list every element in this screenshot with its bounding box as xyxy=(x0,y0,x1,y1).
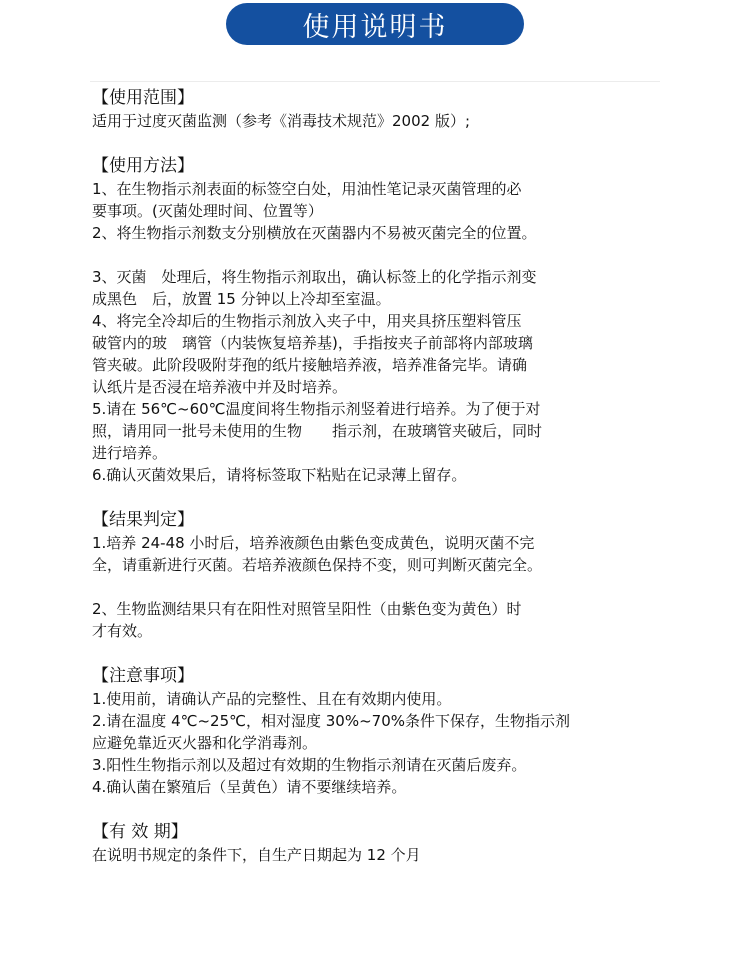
header-divider xyxy=(90,81,660,82)
text-line: 管夹破。此阶段吸附芽孢的纸片接触培养液，培养准备完毕。请确 xyxy=(92,356,528,374)
text-line: 4、将完全冷却后的生物指示剂放入夹子中，用夹具挤压塑料管压 xyxy=(92,312,522,330)
text-line: 2、将生物指示剂数支分别横放在灭菌器内不易被灭菌完全的位置。 xyxy=(92,224,537,242)
text-line: 在说明书规定的条件下，自生产日期起为 12 个月 xyxy=(92,846,421,864)
section-method xyxy=(92,154,672,486)
section-notes xyxy=(92,664,672,798)
section-heading: 【有 效 期】 xyxy=(92,822,188,842)
section-heading: 【注意事项】 xyxy=(92,666,194,686)
text-line: 3.阳性生物指示剂以及超过有效期的生物指示剂请在灭菌后废弃。 xyxy=(92,756,527,774)
text-line: 5.请在 56℃~60℃温度间将生物指示剂竖着进行培养。为了便于对 xyxy=(92,400,541,418)
text-line: 认纸片是否浸在培养液中并及时培养。 xyxy=(92,378,348,396)
section-validity xyxy=(92,820,672,866)
text-line: 才有效。 xyxy=(92,622,153,640)
section-scope xyxy=(92,86,672,132)
text-line: 照，请用同一批号未使用的生物 指示剂，在玻璃管夹破后，同时 xyxy=(92,422,543,440)
text-line: 1.培养 24-48 小时后，培养液颜色由紫色变成黄色，说明灭菌不完 xyxy=(92,534,535,552)
text-line: 2、生物监测结果只有在阳性对照管呈阳性（由紫色变为黄色）时 xyxy=(92,600,522,618)
section-heading: 【使用范围】 xyxy=(92,88,194,108)
text-line: 破管内的玻 璃管（内装恢复培养基)，手指按夹子前部将内部玻璃 xyxy=(92,334,533,352)
page-title: 使用说明书 xyxy=(302,11,448,43)
text-line: 1.使用前，请确认产品的完整性、且在有效期内使用。 xyxy=(92,690,452,708)
text-line: 6.确认灭菌效果后，请将标签取下粘贴在记录薄上留存。 xyxy=(92,466,467,484)
section-heading: 【结果判定】 xyxy=(92,510,194,530)
text-line: 成黑色 后，放置 15 分钟以上冷却至室温。 xyxy=(92,290,391,308)
text-line: 3、灭菌 处理后，将生物指示剂取出，确认标签上的化学指示剂变 xyxy=(92,268,537,286)
text-line: 2.请在温度 4℃~25℃，相对湿度 30%~70%条件下保存，生物指示剂 xyxy=(92,712,570,730)
section-heading: 【使用方法】 xyxy=(92,156,194,176)
text-line: 进行培养。 xyxy=(92,444,168,462)
section-result xyxy=(92,508,672,642)
title-banner xyxy=(226,3,524,45)
instructions-document xyxy=(92,86,672,866)
text-line: 全，请重新进行灭菌。若培养液颜色保持不变，则可判断灭菌完全。 xyxy=(92,556,543,574)
text-line: 应避免靠近灭火器和化学消毒剂。 xyxy=(92,734,318,752)
text-line: 4.确认菌在繁殖后（呈黄色）请不要继续培养。 xyxy=(92,778,407,796)
text-line: 要事项。(灭菌处理时间、位置等） xyxy=(92,202,323,220)
text-line: 1、在生物指示剂表面的标签空白处，用油性笔记录灭菌管理的必 xyxy=(92,180,522,198)
text-line: 适用于过度灭菌监测（参考《消毒技术规范》2002 版）; xyxy=(92,112,470,130)
